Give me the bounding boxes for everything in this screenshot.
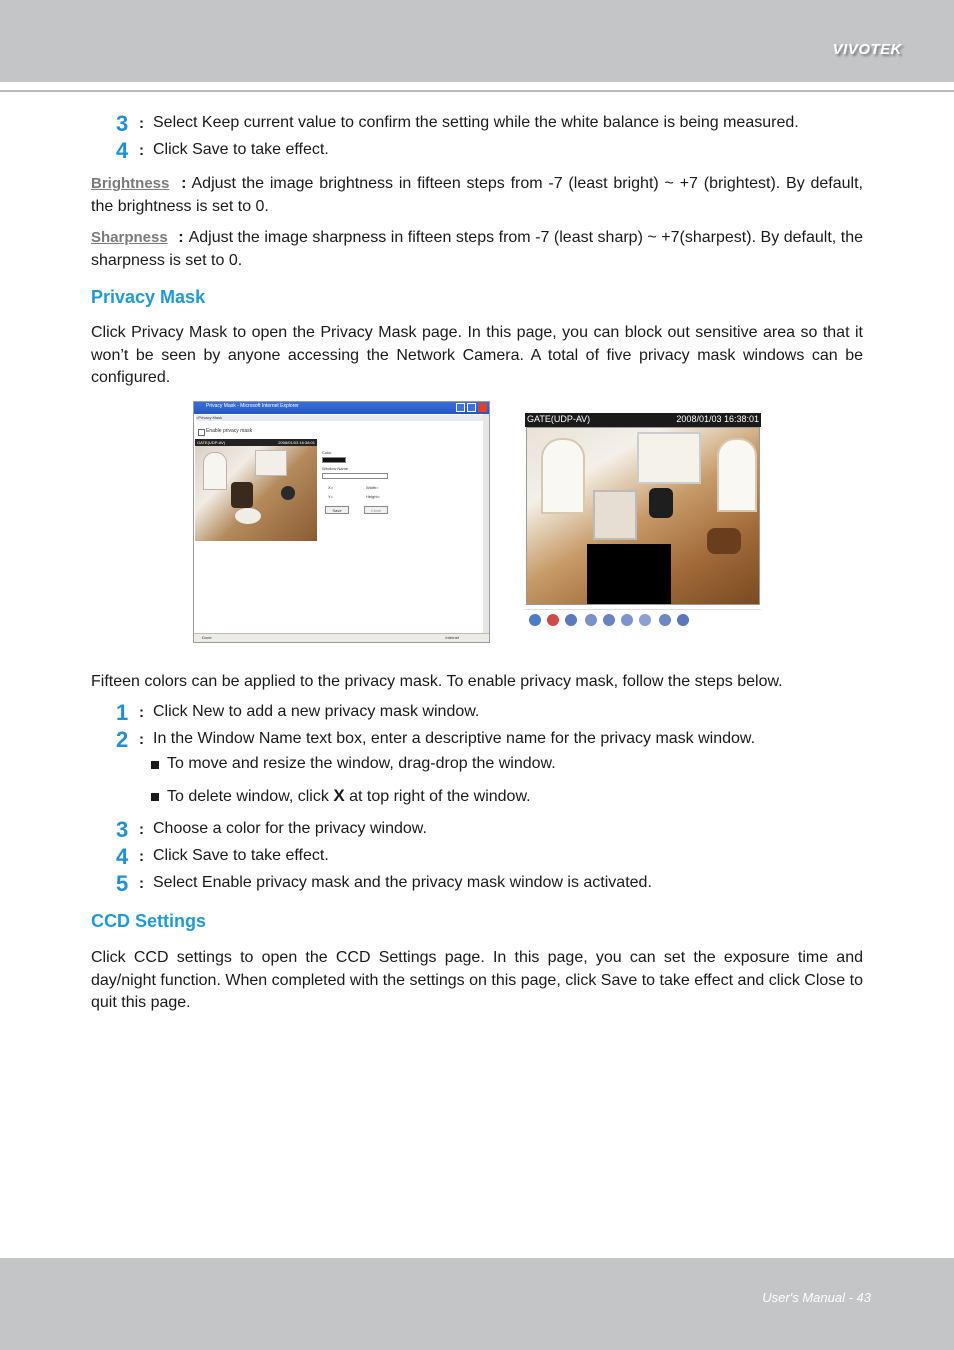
record-icon	[547, 614, 559, 626]
timestamp: 2008/01/03 16:38:01	[676, 414, 759, 424]
x-label: X=	[328, 485, 334, 490]
close-button: Close	[364, 506, 388, 514]
color-select	[322, 457, 346, 463]
privacy-intro: Click Privacy Mask to open the Privacy Mask page. In this page, you can block out sensitive area so that it won’t be seen by anyone accessing the Network Camera. A total of five privacy mask windows can be configured.	[91, 324, 863, 386]
page-header	[0, 0, 954, 82]
step-colon: :	[139, 731, 144, 748]
step-colon: :	[139, 848, 144, 865]
step-colon: :	[139, 115, 144, 132]
step-text: Click Save to take effect.	[153, 141, 329, 158]
room-video-thumbnail	[195, 446, 317, 541]
sharpness-term: Sharpness	[91, 229, 168, 246]
playback-controls	[525, 609, 761, 630]
step-number: 4	[116, 138, 129, 163]
video-caption-bar	[195, 439, 317, 446]
privacy-mask-region	[587, 544, 671, 604]
brightness-term: Brightness	[91, 175, 170, 192]
bullet-text-before: To delete window, click	[167, 788, 329, 805]
room-video	[526, 427, 760, 605]
header-divider	[0, 90, 954, 92]
step-text: Click Save to take effect.	[153, 847, 329, 864]
status-right: Internet	[445, 635, 459, 640]
maximize-icon	[467, 403, 476, 412]
privacy-mask-window-screenshot	[193, 401, 490, 643]
close-icon	[478, 403, 487, 412]
stop-icon	[603, 614, 615, 626]
video-time: 2008/01/03 16:38:01	[278, 440, 315, 445]
live-view-screenshot	[525, 413, 761, 632]
width-label: Width=	[366, 485, 379, 490]
microphone-icon	[677, 614, 689, 626]
step-number: 4	[116, 844, 129, 869]
video-caption-bar	[525, 413, 761, 427]
ccd-settings-heading: CCD Settings	[91, 911, 207, 931]
window-name-label: Window Name	[322, 466, 349, 471]
step-text: Select Keep current value to confirm the setting while the white balance is being measured.	[153, 114, 799, 131]
step-text: Select Enable privacy mask and the privacy mask window is activated.	[153, 874, 652, 891]
bullet-text: To move and resize the window, drag-drop the window.	[167, 755, 556, 772]
step-text: In the Window Name text box, enter a descriptive name for the privacy mask window.	[153, 730, 756, 747]
window-titlebar	[194, 402, 489, 414]
bullet-text-delete	[167, 785, 531, 808]
user-icon	[565, 614, 577, 626]
scrollbar	[483, 414, 489, 634]
ccd-paragraph: Click CCD settings to open the CCD Settings page. In this page, you can set the exposure time and day/night function. When completed with the settings on this page, click Save to take effect and click Close to quit this page.	[91, 949, 863, 1011]
sharpness-text: Adjust the image sharpness in fifteen steps from -7 (least sharp) ~ +7(sharpest). By default, the sharpness is set to 0.	[91, 229, 863, 269]
page-number-label: User's Manual - 43	[762, 1290, 871, 1305]
window-name-field	[322, 473, 388, 479]
zoom-icon	[529, 614, 541, 626]
checkbox-label: Enable privacy mask	[206, 428, 253, 434]
speaker-icon	[621, 614, 633, 626]
step-colon: :	[139, 142, 144, 159]
step-colon: :	[139, 821, 144, 838]
status-bar	[194, 633, 489, 642]
enable-privacy-mask-checkbox	[198, 429, 205, 436]
video-label: GATE(UDP-AV)	[197, 440, 226, 445]
pause-icon	[585, 614, 597, 626]
colors-paragraph: Fifteen colors can be applied to the privacy mask. To enable privacy mask, follow the steps below.	[91, 673, 783, 690]
step-number: 2	[116, 727, 129, 752]
privacy-mask-heading: Privacy Mask	[91, 287, 206, 307]
y-label: Y=	[328, 494, 334, 499]
bullet-icon	[151, 761, 159, 769]
status-left: Done	[202, 635, 212, 640]
stream-label: GATE(UDP-AV)	[527, 414, 591, 424]
step-number: 3	[116, 111, 129, 136]
brand-logo: VIVOTEK	[832, 41, 902, 58]
height-label: Height=	[366, 494, 380, 499]
step-number: 1	[116, 700, 129, 725]
bullet-text-after: at top right of the window.	[349, 788, 531, 805]
step-number: 5	[116, 871, 129, 896]
volume-icon	[639, 614, 651, 626]
close-x-icon: X	[333, 786, 345, 805]
window-title: Privacy Mask - Microsoft Internet Explorer	[206, 403, 299, 409]
minimize-icon	[456, 403, 465, 412]
step-text: Click New to add a new privacy mask window.	[153, 703, 480, 720]
page-subtitle: >Privacy Mask	[196, 415, 486, 421]
brightness-paragraph: Brightness : Adjust the image brightness in fifteen steps from -7 (least bright) ~ +7 (brightest). By default, the brightness is set to 0.	[91, 175, 863, 215]
step-colon: :	[139, 704, 144, 721]
step-text: Choose a color for the privacy window.	[153, 820, 427, 837]
talk-icon	[659, 614, 671, 626]
sharpness-paragraph: Sharpness : Adjust the image sharpness in fifteen steps from -7 (least sharp) ~ +7(sharpest). By default, the sharpness is set to 0.	[91, 229, 863, 269]
step-number: 3	[116, 817, 129, 842]
color-label: Color	[322, 450, 332, 455]
brightness-text: Adjust the image brightness in fifteen steps from -7 (least bright) ~ +7 (brightest). By default, the brightness is set to 0.	[91, 175, 863, 215]
step-colon: :	[139, 875, 144, 892]
save-button: Save	[325, 506, 349, 514]
bullet-icon	[151, 793, 159, 801]
